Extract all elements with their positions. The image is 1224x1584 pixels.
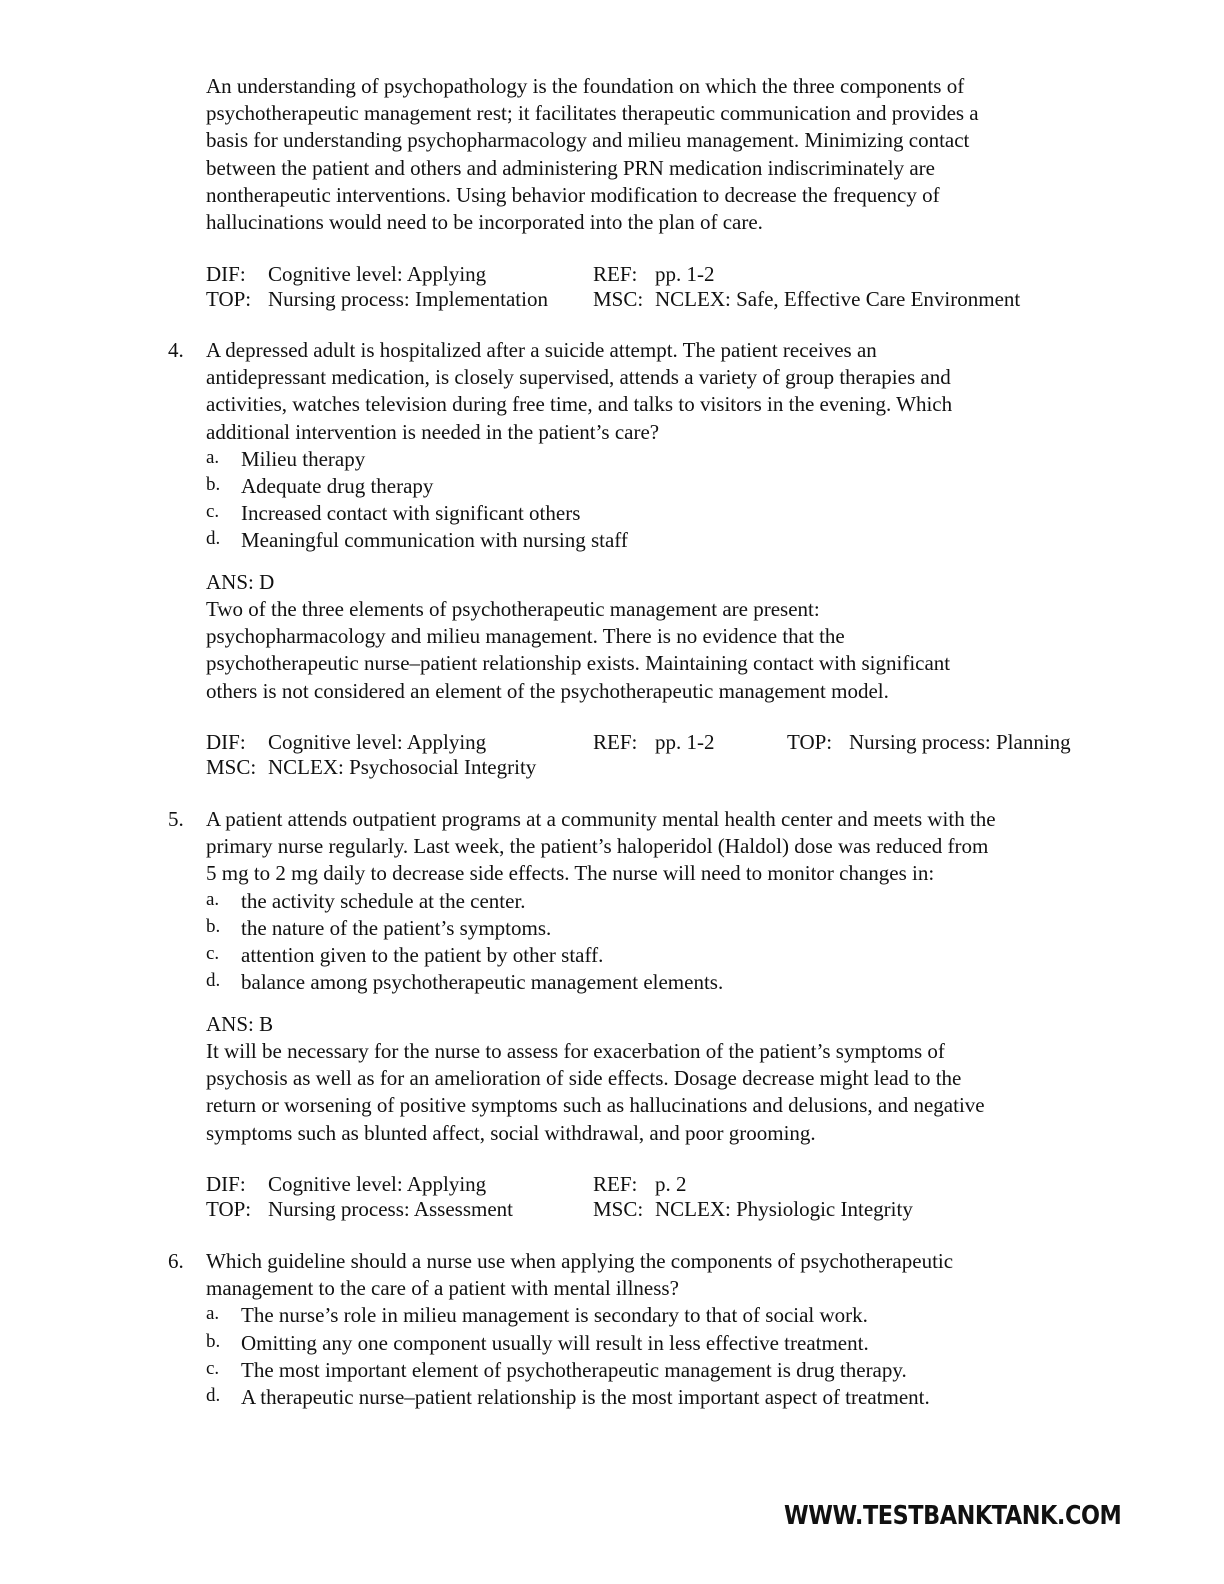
question-number: 5. (168, 807, 184, 831)
question-5 (168, 806, 1106, 996)
question-4 (168, 337, 1106, 555)
answer-options (206, 1302, 1106, 1411)
q5-top: TOP: Nursing process: Assessment (206, 1197, 513, 1221)
answer-option-b: b. the nature of the patient’s symptoms. (206, 915, 552, 940)
q4-msc: MSC: NCLEX: Psychosocial Integrity (206, 755, 537, 779)
question-stem: A patient attends outpatient programs at a community mental health center and meets with the primary nurse regularly. Last week, the patient’s haloperidol (Haldol) dose was reduced from 5 mg to 2 mg daily to decrease side effects. The nurse will need to monitor changes in: (206, 807, 996, 886)
q3-dif: DIF: Cognitive level: Applying (206, 262, 487, 286)
answer-option-a: a. Milieu therapy (206, 446, 366, 471)
question-6 (168, 1248, 1106, 1411)
q4-top: TOP: Nursing process: Planning (787, 730, 1071, 754)
answer-key: ANS: B (206, 1012, 274, 1036)
answer-option-d: d. Meaningful communication with nursing staff (206, 528, 628, 553)
q3-rationale: An understanding of psychopathology is the foundation on which the three components of psychotherapeutic management rest; it facilitates therapeutic communication and provides a basis for understanding psychopharmacology and milieu management. Minimizing contact between the patient and others and administering PRN medication indiscriminately are nontherapeutic interventions. Using behavior modification to decrease the frequency of hallucinations would need to be incorporated into the plan of care. (206, 74, 979, 235)
q3-ref: REF: pp. 1-2 (593, 262, 715, 286)
answer-options (206, 446, 1106, 555)
question-rationale: Two of the three elements of psychotherapeutic management are present: psychopharmacology and milieu management. There is no evidence that the psychotherapeutic nurse–patient relationship exists. Maintaining contact with significant others is not considered an element of the psychotherapeutic management model. (206, 597, 951, 703)
question-number: 6. (168, 1249, 184, 1273)
answer-options (206, 888, 1106, 997)
answer-option-c: c. Increased contact with significant others (206, 501, 581, 526)
footer-site-logo[interactable]: WWW.TESTBANKTANK.COM (784, 1501, 1122, 1531)
answer-option-a: a. the activity schedule at the center. (206, 888, 526, 913)
q4-metadata (206, 729, 1116, 781)
q5-metadata (206, 1171, 1116, 1223)
q4-dif: DIF: Cognitive level: Applying (206, 730, 487, 754)
question-rationale: It will be necessary for the nurse to assess for exacerbation of the patient’s symptoms of psychosis as well as for an amelioration of side effects. Dosage decrease might lead to the return or worsening of positive symptoms such as hallucinations and delusions, and negative symptoms such as blunted affect, social withdrawal, and poor grooming. (206, 1039, 985, 1145)
answer-option-c: c. The most important element of psychotherapeutic management is drug therapy. (206, 1357, 907, 1382)
question-number: 4. (168, 338, 184, 362)
answer-option-b: b. Omitting any one component usually will result in less effective treatment. (206, 1330, 869, 1355)
question-stem: Which guideline should a nurse use when applying the components of psychotherapeutic management to the care of a patient with mental illness? (206, 1249, 954, 1301)
question-stem: A depressed adult is hospitalized after a suicide attempt. The patient receives an antidepressant medication, is closely supervised, attends a variety of group therapies and activities, watches television during free time, and talks to visitors in the evening. Which additional intervention is needed in the patient’s care? (206, 338, 953, 444)
answer-key: ANS: D (206, 570, 275, 594)
q5-dif: DIF: Cognitive level: Applying (206, 1172, 487, 1196)
answer-option-b: b. Adequate drug therapy (206, 474, 434, 498)
q5-msc: MSC: NCLEX: Physiologic Integrity (593, 1197, 913, 1221)
q4-ref: REF: pp. 1-2 (593, 730, 715, 754)
q3-msc: MSC: NCLEX: Safe, Effective Care Environment (593, 287, 1021, 311)
q5-ref: REF: p. 2 (593, 1172, 687, 1196)
answer-option-a: a. The nurse’s role in milieu management is secondary to that of social work. (206, 1303, 868, 1328)
answer-option-d: d. A therapeutic nurse–patient relationship is the most important aspect of treatment. (206, 1384, 930, 1409)
q3-top: TOP: Nursing process: Implementation (206, 287, 548, 311)
answer-option-c: c. attention given to the patient by other staff. (206, 942, 604, 967)
q3-metadata (206, 261, 1116, 313)
answer-option-d: d. balance among psychotherapeutic management elements. (206, 970, 724, 995)
